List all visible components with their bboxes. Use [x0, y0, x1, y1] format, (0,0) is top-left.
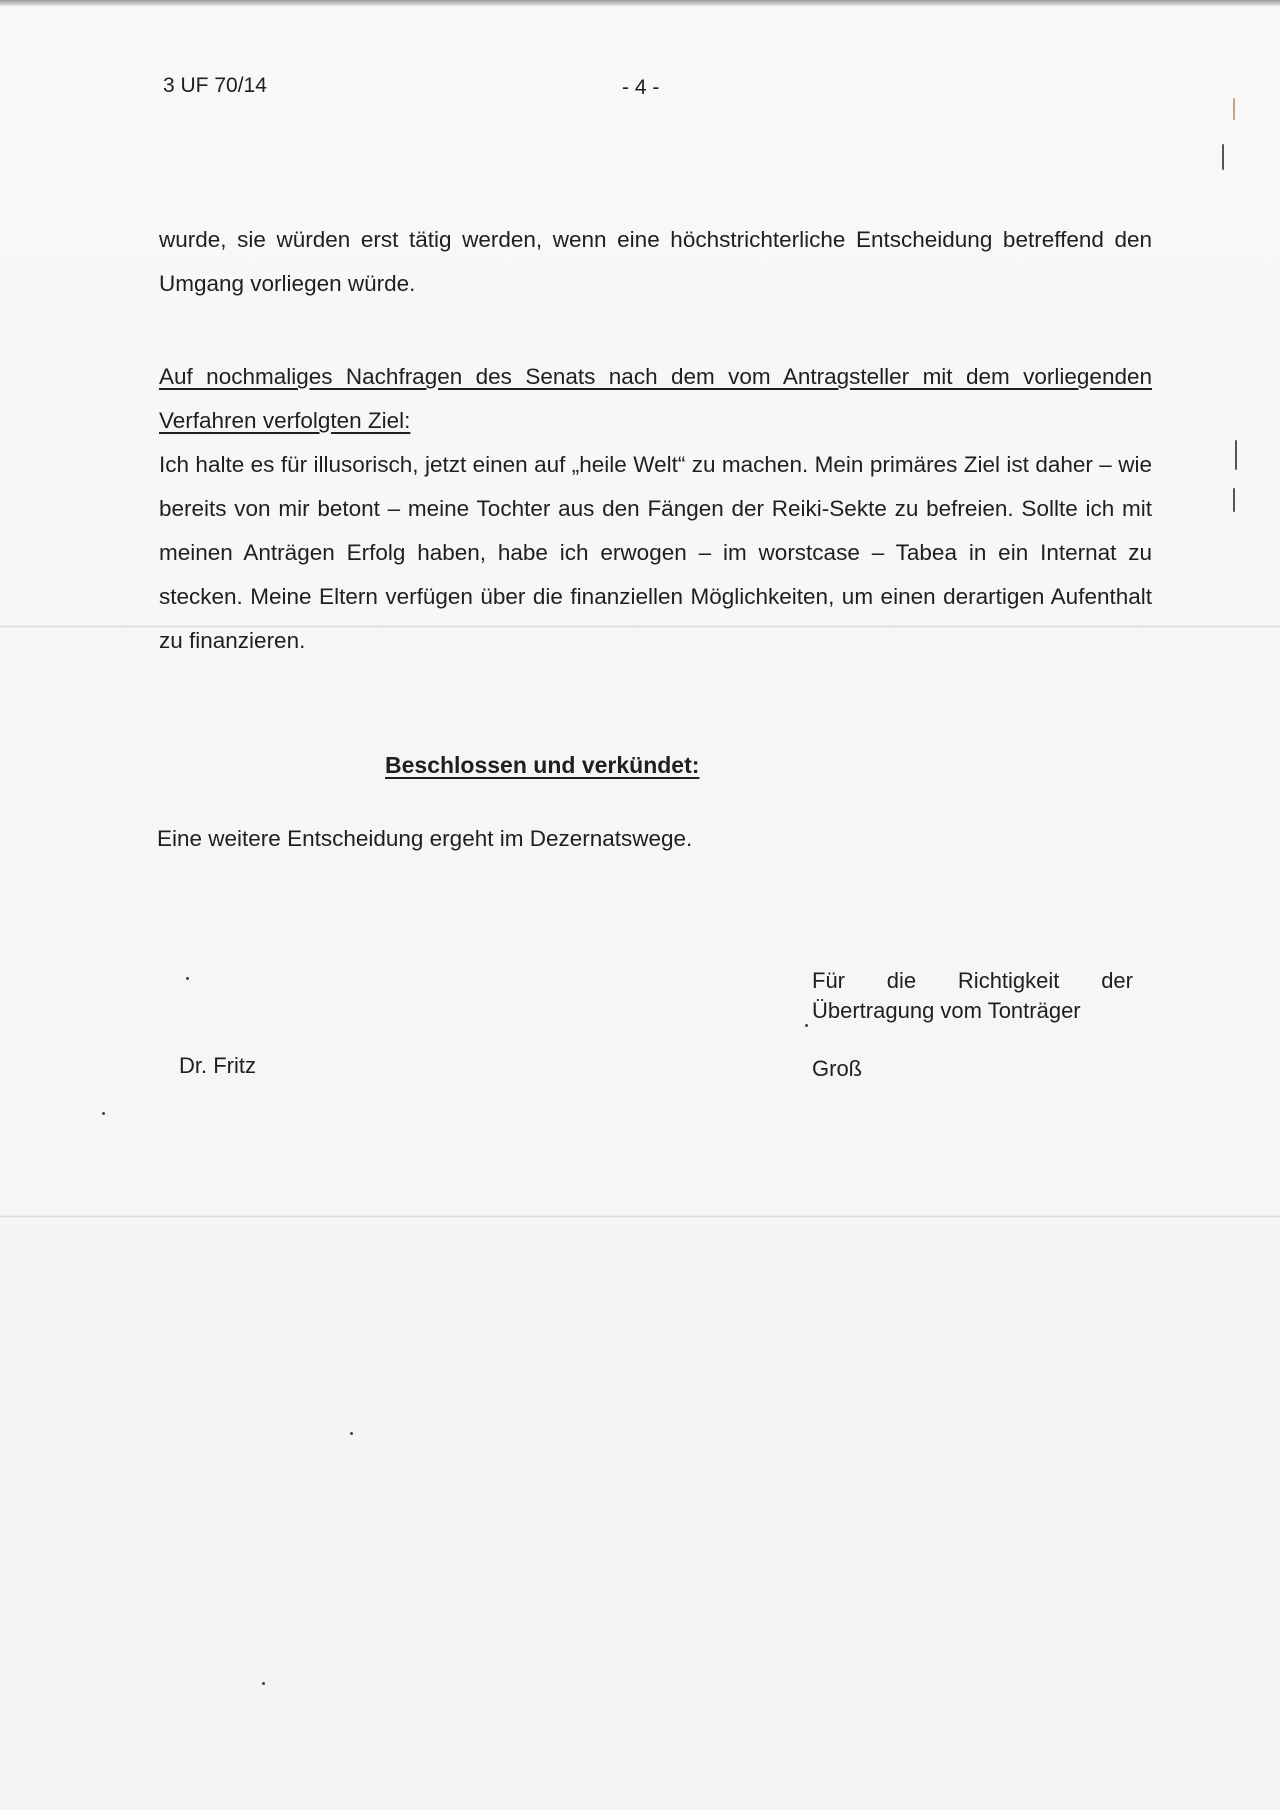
- paragraph-2: [159, 355, 1152, 663]
- decision-text: Eine weitere Entscheidung ergeht im Dezernatswege.: [157, 826, 693, 851]
- certification-line-1: [812, 966, 1133, 996]
- scan-speck: [262, 1682, 265, 1685]
- signature-clerk: Groß: [812, 1056, 863, 1081]
- certification-line-2: Übertragung vom Tonträger: [812, 998, 1081, 1023]
- certification-word: Richtigkeit: [957, 968, 1060, 993]
- paragraph-1: wurde, sie würden erst tätig werden, wenn eine höchstrichterliche Entscheidung betreffend den Umgang vorliegen würde.: [159, 227, 1152, 296]
- certification-word: der: [1101, 968, 1133, 993]
- paragraph-2-heading: Auf nochmaliges Nachfragen des Senats nach dem vom Antragsteller mit dem vorliegenden Verfahren verfolgten Ziel:: [159, 364, 1152, 433]
- margin-mark: [1233, 98, 1235, 120]
- scan-speck: [350, 1432, 353, 1435]
- certification-word: Für: [812, 968, 845, 993]
- margin-mark: [1233, 488, 1235, 512]
- signature-judge: Dr. Fritz: [179, 1053, 256, 1078]
- certification-word: die: [886, 968, 917, 993]
- margin-mark: [1235, 440, 1237, 470]
- case-reference: 3 UF 70/14: [163, 74, 267, 97]
- scan-speck: [805, 1024, 808, 1027]
- decision-title: Beschlossen und verkündet:: [385, 752, 700, 778]
- scan-top-edge: [0, 0, 1280, 6]
- paragraph-2-text: Ich halte es für illusorisch, jetzt einen auf „heile Welt“ zu machen. Mein primäres Ziel ist daher – wie bereits von mir betont – meine Tochter aus den Fängen der Reiki-Sekte zu befreien. Sollte ich mit meinen Anträgen Erfolg haben, habe ich erwogen – im worstcase – Tabea in ein Internat zu stecken. Meine Eltern verfügen über die finanziellen Möglichkeiten, um einen derartigen Aufenthalt zu finanzieren.: [159, 452, 1152, 653]
- certification-block: [812, 966, 1133, 1026]
- scan-speck: [186, 977, 189, 980]
- paper-fold-line: [0, 1215, 1280, 1218]
- scan-speck: [102, 1112, 105, 1115]
- margin-mark: [1222, 144, 1224, 170]
- page-number: - 4 -: [622, 76, 660, 99]
